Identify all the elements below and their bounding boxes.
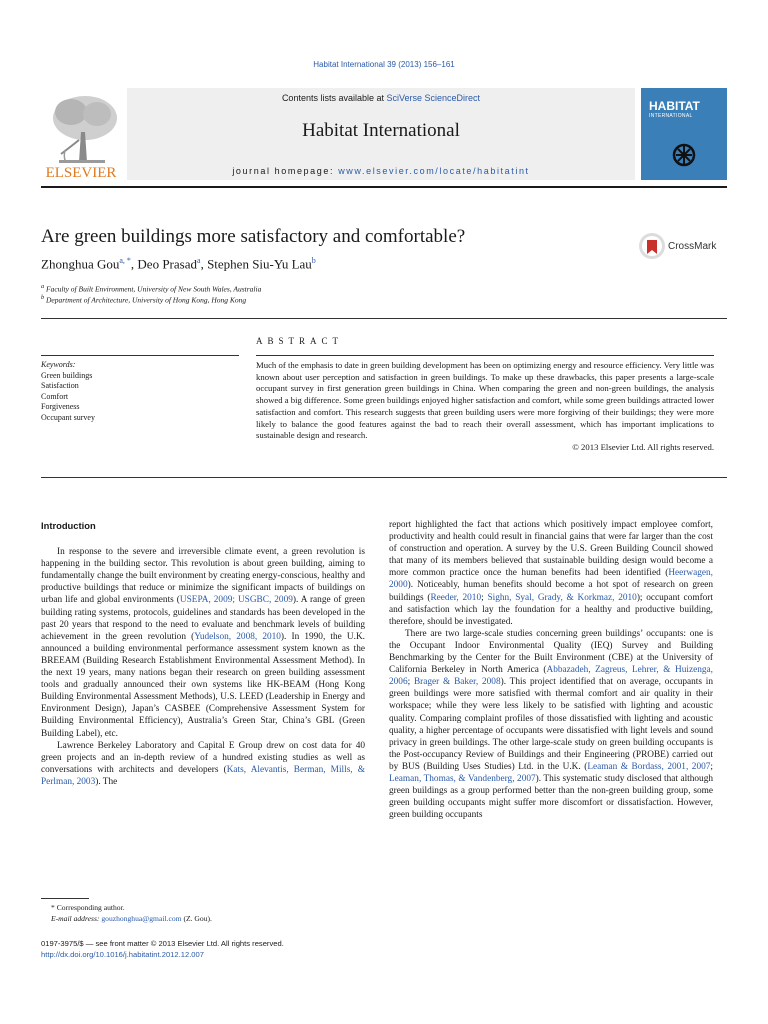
keywords-heading: Keywords: (41, 360, 76, 369)
elsevier-logo (41, 88, 121, 180)
cover-subtitle: INTERNATIONAL (649, 113, 693, 119)
footnote-rule (41, 898, 89, 899)
author-list (41, 256, 641, 272)
citation-link[interactable]: Brager & Baker, 2008 (413, 677, 501, 688)
body-text: ). Noticeably, human benefits should become a hot spot of research on green buildings ( (389, 580, 713, 603)
elsevier-wordmark: ELSEVIER (45, 165, 117, 180)
crossmark-icon (638, 232, 666, 260)
body-text: ). In 1990, the U.K. announced a building environmental performance assessment system known as the BREEAM (Building Research Establishment Environmental Assessment Method). In the next 19 years, many nations began their research on green building assessment tools and gradually announced their own systems like HK-BEAM (Hong Kong Building Environmental Assessment Methods), U.S. LEED (Leadership in Energy and Environment Design), Japan’s CASBEE (Comprehensive Assessment System for Building Environmental Efficiency), Australia’s Green Star, China’s GBL (Green Building Label), etc. (41, 631, 365, 739)
footnote (41, 902, 371, 924)
email-label: E-mail address: (51, 914, 100, 923)
abstract-body (256, 360, 714, 454)
title-rule (41, 318, 727, 319)
homepage-link[interactable]: www.elsevier.com/locate/habitatint (338, 166, 530, 176)
citation-link[interactable]: Heerwagen, 2000 (389, 568, 713, 591)
abstract-paragraph: Much of the emphasis to date in green building development has been on optimizing energy and resource efficiency. Very little was known about user perception and satisfaction in green buildings. To make up these drawbacks, this paper presents a large-scale occupant survey in first generation green buildings in China. When comparing the green and non-green buildings, the analysis showed a big difference. Some green buildings enjoyed higher satisfaction and comfort, while some green buildings attracted lower satisfaction and comfort. This research suggests that green building users were more forgiving of their buildings; they were more likely to balance the good features against the bad to reach their overall assessment, which has important implications to sustainable design and research. (256, 360, 714, 441)
affiliation-mark: a (41, 283, 45, 290)
citation-link[interactable]: Abbazadeh, Zagreus, Lehrer, & Huizenga, 2006 (389, 665, 713, 688)
body-text: ). This systematic study disclosed that although green buildings as a group performed better than the non-green building group, some green building occupants might suffer more discomfort or dissatisfaction. However, green building occupants (389, 773, 713, 821)
citation-link[interactable]: Kats, Alevantis, Berman, Mills, & Perlman, 2003 (41, 764, 365, 787)
journal-citation[interactable]: Habitat International 39 (2013) 156–161 (313, 60, 455, 69)
citation-link[interactable]: Yudelson, 2008, 2010 (194, 631, 281, 642)
author-name[interactable]: Deo Prasad (137, 256, 197, 272)
body-column-right (389, 519, 713, 821)
body-text: In response to the severe and irreversible climate event, a green revolution is happening in the building sector. This revolution is about green building, aiming to fundamentally change the built environment by creating energy-conscious, healthy and productive buildings that reduce or minimize the significant impacts of buildings on urban life and global environments ( (41, 547, 365, 606)
abstract-copyright: © 2013 Elsevier Ltd. All rights reserved. (572, 441, 714, 452)
body-column-left (41, 520, 365, 788)
body-paragraph (389, 628, 713, 822)
crossmark-label: CrossMark (668, 241, 717, 252)
citation-link[interactable]: Sighn, Syal, Grady, & Korkmaz, 2010 (487, 592, 637, 603)
author-affiliation-mark[interactable]: a, * (119, 256, 131, 265)
issn-line: 0197-3975/$ — see front matter © 2013 Elsevier Ltd. All rights reserved. (41, 939, 284, 948)
keyword-item: Forgiveness (41, 402, 80, 412)
citation-link[interactable]: USEPA, 2009; USGBC, 2009 (179, 595, 293, 606)
journal-homepage (127, 166, 635, 176)
email-link[interactable]: gouzhonghua@gmail.com (101, 914, 182, 923)
doi-link[interactable]: http://dx.doi.org/10.1016/j.habitatint.2012.12.007 (41, 950, 204, 959)
cover-emblem-icon (669, 140, 699, 170)
body-paragraph (389, 519, 713, 628)
keyword-item: Occupant survey (41, 412, 95, 422)
body-text: ). A range of green building rating systems, protocols, guidelines and standards has been developed in the past 20 years that respond to the need to evaluate and benchmark levels of building achievement in the green revolution ( (41, 595, 365, 642)
keyword-item: Satisfaction (41, 381, 79, 391)
author-name[interactable]: Zhonghua Gou (41, 256, 120, 272)
keyword-item: Comfort (41, 391, 69, 401)
crossmark-badge[interactable] (638, 232, 738, 260)
abstract-heading: ABSTRACT (256, 336, 344, 346)
body-text: There are two large-scale studies concerning green buildings’ occupants: one is the Occupant Indoor Environmental Quality (IEQ) Survey and Building Benchmarking by the Center for the Built Environment (CBE) at the University of California Berkeley in North America ( (389, 628, 713, 676)
body-text: ; (710, 761, 713, 772)
author-affiliation-mark[interactable]: a (197, 256, 201, 265)
affiliation-text: Faculty of Built Environment, University of New South Wales, Australia (46, 284, 262, 294)
body-text: ); occupant comfort and satisfaction which lay the foundation for a healthy and productive building, therefore, should be investigated. (389, 592, 713, 627)
author-separator: , (200, 256, 208, 272)
body-text: ). This project identified that on average, occupants in green buildings were more satisfied with thermal comfort and air quality in their workspace; while they were less likely to be satisfied with lighting and acoustic quality. Comparing complaint profiles of those dissatisfied with lighting and acoustic quality, a higher percentage of occupants were dissatisfied with light levels and sound privacy in green buildings. The other large-scale study on green building occupants is the Post-occupancy Review of Buildings and their Engineering (PROBE) carried out by BUS (Building Uses Studies) Ltd. in the U.K. ( (389, 677, 713, 772)
affiliation-mark: b (41, 294, 45, 301)
body-text: ; (407, 677, 414, 688)
article-title: Are green buildings more satisfactory and comfortable? (41, 226, 466, 247)
citation-link[interactable]: Leaman & Bordass, 2001, 2007 (587, 761, 711, 772)
citation-link[interactable]: Reeder, 2010 (430, 592, 482, 603)
author-affiliation-mark[interactable]: b (311, 256, 316, 265)
body-text: ; (481, 592, 488, 603)
affiliation (41, 283, 261, 294)
author-name[interactable]: Stephen Siu-Yu Lau (207, 256, 312, 272)
contents-line (127, 93, 635, 103)
body-paragraph (41, 740, 365, 788)
abstract-bottom-rule (41, 477, 727, 478)
email-suffix: (Z. Gou). (181, 914, 212, 923)
author-separator: , (130, 256, 138, 272)
front-matter-meta (41, 938, 284, 960)
keywords-block (41, 360, 231, 424)
sciencedirect-link[interactable]: SciVerse ScienceDirect (386, 93, 481, 103)
contents-prefix: Contents lists available at (281, 93, 387, 103)
body-paragraph (41, 546, 365, 740)
abstract-rule (256, 355, 714, 356)
body-text: ). The (95, 776, 118, 787)
section-heading-introduction: Introduction (41, 520, 96, 531)
keyword-item: Green buildings (41, 370, 93, 380)
journal-title: Habitat International (302, 120, 460, 141)
footnote-email-line (41, 913, 371, 924)
homepage-prefix: journal homepage: (232, 166, 339, 176)
affiliation (41, 294, 246, 305)
journal-cover (641, 88, 727, 180)
footnote-marker: * (51, 903, 55, 912)
footnote-corresponding (41, 902, 371, 913)
body-text: report highlighted the fact that actions which positively impact employee comfort, productivity and health could result in financial gains that were far larger than the cost of construction and operation. A survey by the U.S. Green Building Council showed that many of its members believed that sustainable building design would become a more common practice once the human benefits had been identified ( (389, 520, 713, 579)
citation-link[interactable]: Leaman, Thomas, & Vandenberg, 2007 (389, 773, 536, 784)
cover-title: HABITAT (649, 99, 700, 113)
affiliation-text: Department of Architecture, University of Hong Kong, Hong Kong (46, 295, 247, 305)
header-rule (41, 186, 727, 188)
body-text: Lawrence Berkeley Laboratory and Capital E Group drew on cost data for 40 green projects and an in-depth review of a hundred existing studies as well as conversations with architects and developers ( (41, 740, 365, 775)
footnote-text: Corresponding author. (56, 903, 125, 912)
keywords-rule (41, 355, 239, 356)
